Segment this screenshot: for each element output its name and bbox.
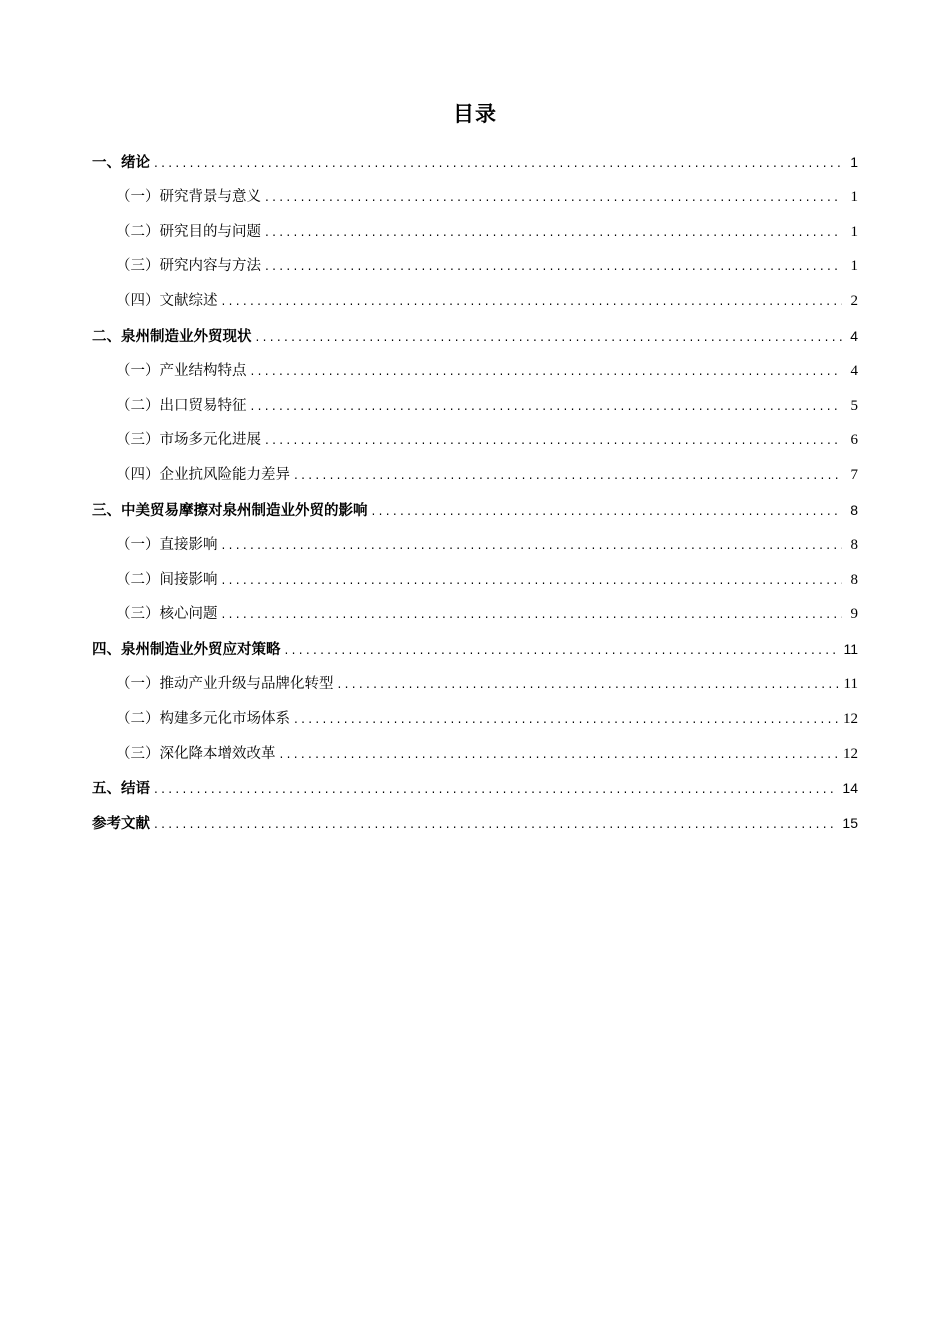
toc-page-number: 7 <box>850 467 858 484</box>
toc-dot-leader <box>372 494 843 528</box>
toc-entry-title: 四、泉州制造业外贸应对策略 <box>92 642 281 659</box>
toc-entry[interactable] <box>92 389 858 424</box>
toc-entry-title: 三、中美贸易摩擦对泉州制造业外贸的影响 <box>92 502 368 519</box>
toc-entry[interactable] <box>92 493 858 528</box>
toc-entry-title: （二）出口贸易特征 <box>116 397 247 414</box>
toc-dot-leader <box>222 597 843 632</box>
toc-page-number: 14 <box>842 780 858 797</box>
toc-dot-leader <box>222 528 843 563</box>
toc-dot-leader <box>222 563 843 598</box>
toc-dot-leader <box>294 702 839 737</box>
toc-dot-leader <box>280 737 840 772</box>
toc-dot-leader <box>285 633 840 667</box>
toc-page-number: 5 <box>850 397 858 414</box>
toc-entry-title: （二）间接影响 <box>116 571 218 588</box>
toc-entry-title: （三）核心问题 <box>116 606 218 623</box>
toc-page-number: 15 <box>842 815 858 832</box>
toc-title: 目录 <box>453 102 497 126</box>
toc-page-number: 1 <box>850 154 858 170</box>
toc-entry-title: 五、结语 <box>92 781 150 798</box>
toc-dot-leader <box>265 180 842 215</box>
toc-entry[interactable] <box>92 458 858 493</box>
toc-entry-title: （二）研究目的与问题 <box>116 223 261 240</box>
toc-dot-leader <box>222 284 843 319</box>
toc-entry-title: 二、泉州制造业外贸现状 <box>92 328 252 345</box>
toc-entry-title: （二）构建多元化市场体系 <box>116 710 290 727</box>
toc-page-number: 6 <box>850 432 858 449</box>
toc-entry[interactable] <box>92 667 858 702</box>
toc-page-number: 1 <box>850 223 858 240</box>
toc-dot-leader <box>251 389 843 424</box>
toc-page-number: 12 <box>843 745 858 762</box>
toc-page-number: 1 <box>850 188 858 205</box>
toc-entry[interactable] <box>92 632 858 667</box>
toc-entry[interactable] <box>92 249 858 284</box>
toc-dot-leader <box>251 354 843 389</box>
toc-entry-title: （三）深化降本增效改革 <box>116 745 276 762</box>
toc-entry[interactable] <box>92 563 858 598</box>
toc-entry[interactable] <box>92 354 858 389</box>
toc-dot-leader <box>154 807 838 841</box>
toc-dot-leader <box>265 249 842 284</box>
toc-dot-leader <box>265 423 842 458</box>
toc-list <box>92 145 858 841</box>
toc-dot-leader <box>265 215 842 250</box>
toc-page-number: 11 <box>843 675 858 692</box>
toc-entry-title: （四）文献综述 <box>116 293 218 310</box>
toc-page-number: 2 <box>850 293 858 310</box>
toc-entry-title: （一）产业结构特点 <box>116 362 247 379</box>
toc-page-number: 8 <box>850 536 858 553</box>
toc-entry[interactable] <box>92 180 858 215</box>
toc-entry[interactable] <box>92 145 858 180</box>
toc-entry[interactable] <box>92 806 858 841</box>
toc-page-number: 1 <box>850 258 858 275</box>
toc-entry-title: 参考文献 <box>92 816 150 833</box>
toc-entry[interactable] <box>92 284 858 319</box>
toc-dot-leader <box>338 667 840 702</box>
toc-entry[interactable] <box>92 737 858 772</box>
toc-page-number: 12 <box>843 710 858 727</box>
toc-entry-title: （一）研究背景与意义 <box>116 188 261 205</box>
toc-entry-title: （三）市场多元化进展 <box>116 432 261 449</box>
toc-entry-title: 一、绪论 <box>92 155 150 171</box>
toc-page-number: 8 <box>850 501 858 518</box>
toc-page-number: 8 <box>850 571 858 588</box>
toc-page-number: 4 <box>850 327 858 344</box>
toc-entry[interactable] <box>92 215 858 250</box>
toc-entry[interactable] <box>92 702 858 737</box>
toc-dot-leader <box>256 320 843 354</box>
toc-entry-title: （四）企业抗风险能力差异 <box>116 467 290 484</box>
toc-dot-leader <box>294 458 842 493</box>
toc-page-number: 4 <box>850 362 858 379</box>
toc-entry-title: （一）直接影响 <box>116 536 218 553</box>
toc-entry-title: （一）推动产业升级与品牌化转型 <box>116 675 334 692</box>
toc-page-number: 11 <box>843 641 858 658</box>
toc-entry-title: （三）研究内容与方法 <box>116 258 261 275</box>
toc-entry[interactable] <box>92 423 858 458</box>
toc-entry[interactable] <box>92 319 858 354</box>
toc-page-number: 9 <box>850 606 858 623</box>
toc-entry[interactable] <box>92 597 858 632</box>
toc-dot-leader <box>154 146 842 180</box>
toc-dot-leader <box>154 772 838 806</box>
toc-entry[interactable] <box>92 528 858 563</box>
toc-entry[interactable] <box>92 771 858 806</box>
